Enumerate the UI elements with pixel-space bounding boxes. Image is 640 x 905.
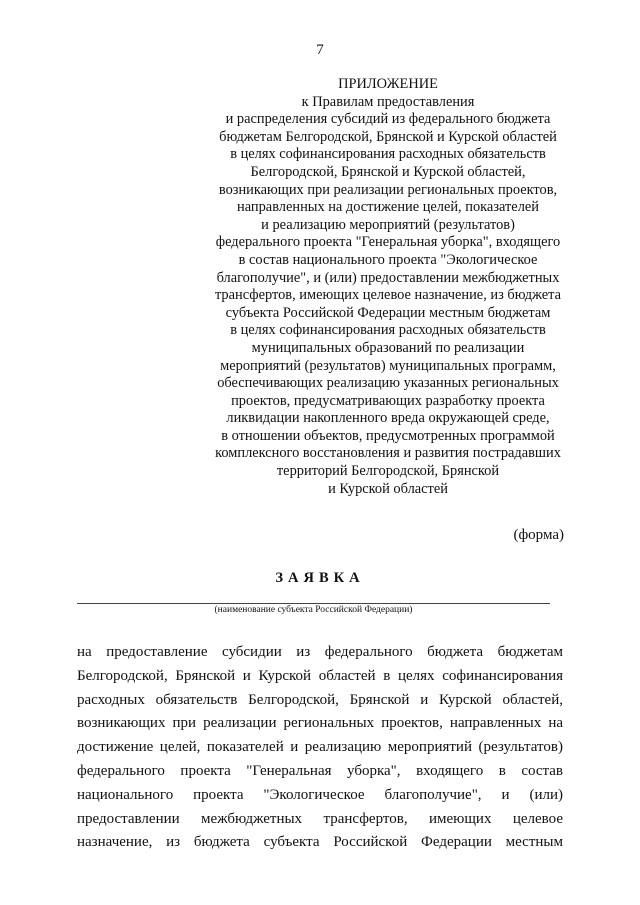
body-line: возникающих при реализации региональных проектов, направленных на (77, 715, 563, 732)
page-number: 7 (316, 42, 324, 58)
appendix-line: проектов, предусматривающих разработку проекта (231, 392, 545, 409)
appendix-line: Белгородской, Брянской и Курской областей, (250, 163, 526, 180)
appendix-line: в целях софинансирования расходных обязательств (230, 322, 546, 339)
body-line: назначение, из бюджета субъекта Российской Федерации местным (77, 834, 563, 851)
appendix-line: территорий Белгородской, Брянской (276, 463, 500, 480)
appendix-line: к Правилам предоставления (301, 93, 475, 110)
appendix-line: в состав национального проекта "Экологическое (238, 251, 538, 268)
appendix-line: обеспечивающих реализацию указанных региональных (217, 375, 559, 392)
body-line: расходных обязательств Белгородской, Брянской и Курской областей, (77, 691, 563, 708)
body-line: федерального проекта "Генеральная уборка", входящего в состав (77, 762, 563, 779)
form-mark: (форма) (513, 527, 564, 543)
appendix-line: и распределения субсидий из федерального бюджета (225, 111, 551, 128)
subject-name-caption: (наименование субъекта Российской Федерации) (214, 605, 413, 615)
appendix-line: бюджетам Белгородской, Брянской и Курской областей (219, 128, 557, 145)
appendix-line: федерального проекта "Генеральная уборка", входящего (215, 234, 561, 251)
appendix-line: трансфертов, имеющих целевое назначение, из бюджета (214, 287, 562, 304)
body-line: на предоставление субсидии из федерального бюджета бюджетам (77, 644, 563, 660)
appendix-header (195, 76, 581, 498)
appendix-line: в отношении объектов, предусмотренных программой (221, 427, 555, 444)
appendix-line: и Курской областей (328, 480, 448, 497)
appendix-line: направленных на достижение целей, показателей (237, 199, 539, 216)
subject-name-fill-line (77, 603, 550, 604)
appendix-line: и реализацию мероприятий (результатов) (261, 216, 515, 233)
appendix-line: муниципальных образований по реализации (251, 339, 525, 356)
appendix-line: комплексного восстановления и развития пострадавших (215, 445, 561, 462)
appendix-line: ликвидации накопленного вреда окружающей среде, (226, 410, 550, 427)
appendix-line: возникающих при реализации региональных проектов, (218, 181, 558, 198)
body-line: предоставлении межбюджетных трансфертов, имеющих целевое (77, 810, 563, 827)
appendix-line: ПРИЛОЖЕНИЕ (338, 76, 438, 92)
appendix-line: субъекта Российской Федерации местным бюджетам (225, 304, 551, 321)
body-line: достижение целей, показателей и реализацию мероприятий (результатов) (77, 739, 563, 756)
body-paragraph (77, 641, 563, 855)
appendix-line: благополучие", и (или) предоставлении межбюджетных (216, 269, 560, 286)
body-line: Белгородской, Брянской и Курской областей в целях софинансирования (77, 667, 563, 684)
appendix-line: мероприятий (результатов) муниципальных программ, (220, 357, 556, 374)
body-line: национального проекта "Экологическое благополучие", и (или) (77, 786, 563, 803)
document-title: ЗАЯВКА (275, 570, 365, 586)
appendix-line: в целях софинансирования расходных обязательств (230, 146, 546, 163)
